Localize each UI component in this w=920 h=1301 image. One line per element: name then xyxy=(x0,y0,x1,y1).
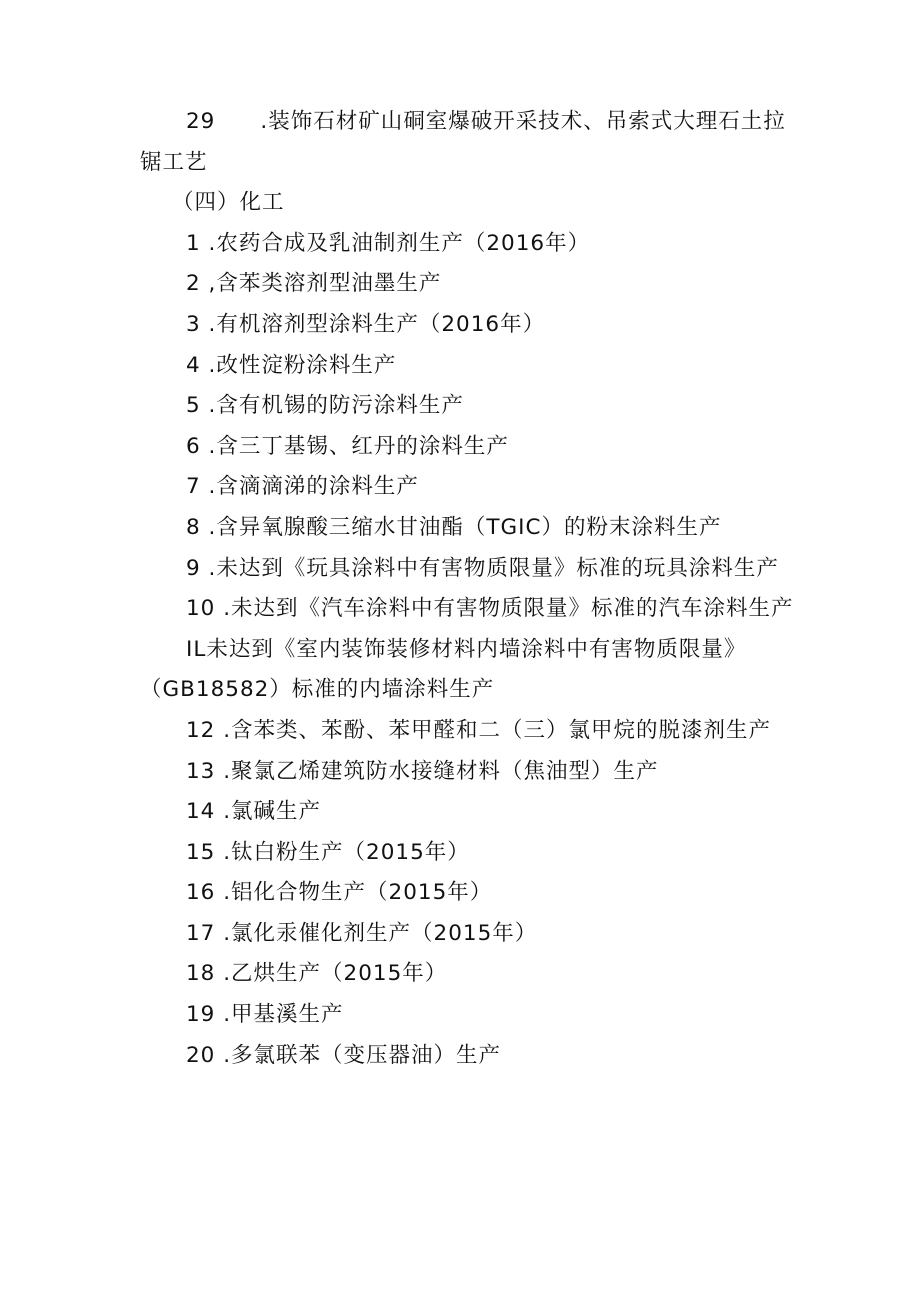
list-item: 20 .多氯联苯（变压器油）生产 xyxy=(186,1042,502,1068)
section-heading: （四）化工 xyxy=(172,190,285,216)
list-item: 19 .甲基溪生产 xyxy=(186,1002,344,1028)
list-item: 2 ,含苯类溶剂型油墨生产 xyxy=(186,271,442,297)
list-item: 16 .铝化合物生产（2015年） xyxy=(186,880,493,906)
list-item: 5 .含有机锡的防污涂料生产 xyxy=(186,393,464,419)
list-item: 7 .含滴滴涕的涂料生产 xyxy=(186,474,419,500)
list-item: 15 .钛白粉生产（2015年） xyxy=(186,839,470,865)
list-item: 12 .含苯类、苯酚、苯甲醛和二（三）氯甲烷的脱漆剂生产 xyxy=(186,717,772,743)
list-item: 29 .装饰石材矿山硐室爆破开采技术、吊索式大理石土拉锯工艺 xyxy=(140,109,786,175)
list-item: 1 .农药合成及乳油制剂生产（2016年） xyxy=(186,230,591,256)
list-item: 3 .有机溶剂型涂料生产（2016年） xyxy=(186,311,546,337)
list-item: 17 .氯化汞催化剂生产（2015年） xyxy=(186,920,538,946)
list-item: 8 .含异氧腺酸三缩水甘油酯（TGIC）的粉末涂料生产 xyxy=(186,514,722,540)
list-item: IL未达到《室内装饰装修材料内墙涂料中有害物质限量》（GB18582）标准的内墙涂料生产 xyxy=(140,636,747,703)
list-item: 6 .含三丁基锡、红丹的涂料生产 xyxy=(186,433,509,459)
list-item: 14 .氯碱生产 xyxy=(186,799,322,825)
list-item: 18 .乙烘生产（2015年） xyxy=(186,961,448,987)
list-item: 4 .改性淀粉涂料生产 xyxy=(186,352,397,378)
list-item: 13 .聚氯乙烯建筑防水接缝材料（焦油型）生产 xyxy=(186,758,659,784)
document-body xyxy=(140,102,800,1076)
list-item: 9 .未达到《玩具涂料中有害物质限量》标准的玩具涂料生产 xyxy=(186,555,779,581)
list-item: 10 .未达到《汽车涂料中有害物质限量》标准的汽车涂料生产 xyxy=(186,596,794,622)
